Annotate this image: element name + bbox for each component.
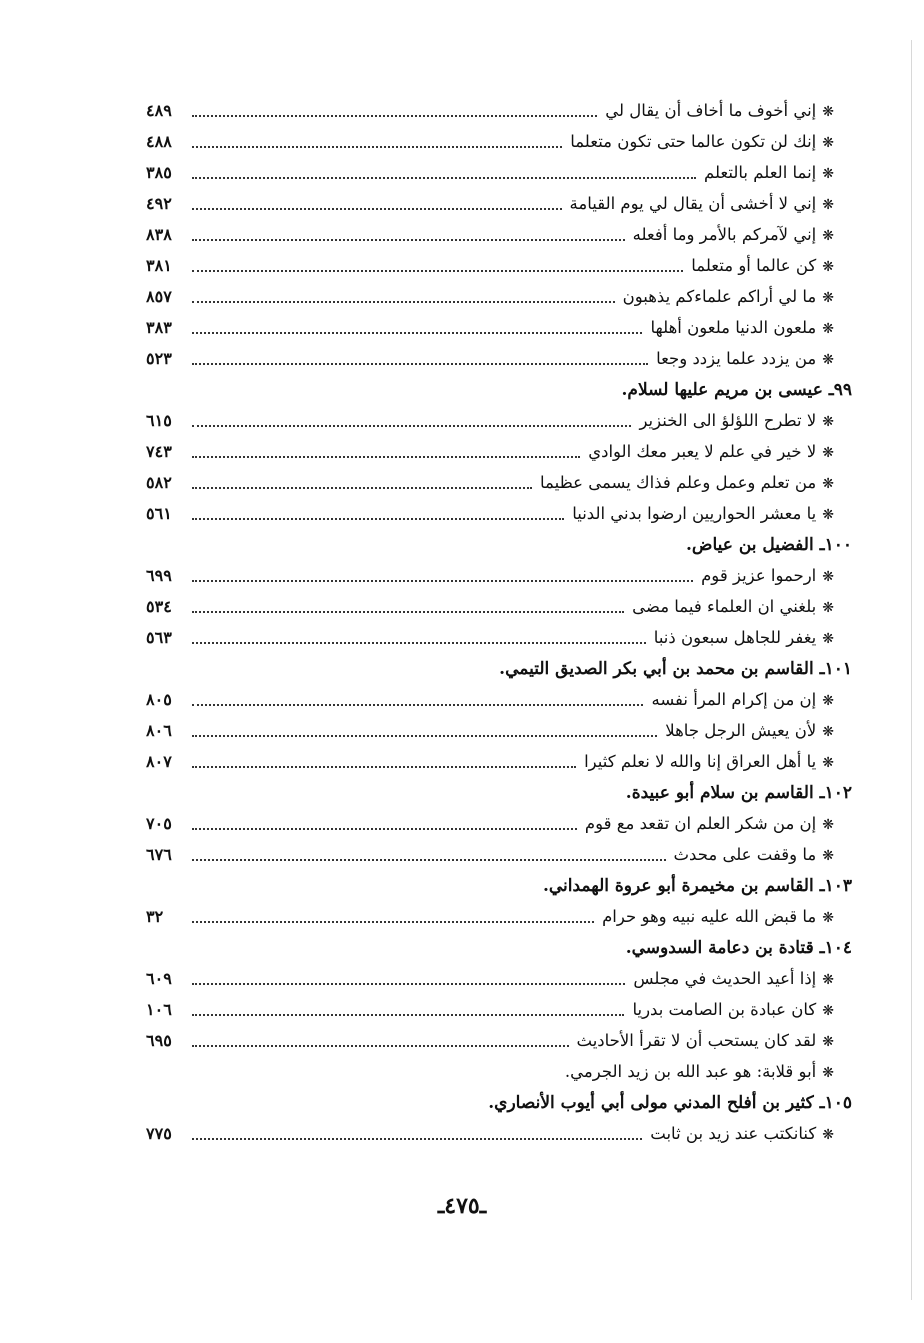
bullet-star-icon: ❋ xyxy=(822,972,834,988)
index-entry xyxy=(146,498,840,529)
index-entry xyxy=(146,250,840,281)
entry-text xyxy=(623,287,840,306)
entry-page-number: ٥٣٤ xyxy=(146,597,172,616)
index-entry xyxy=(146,1056,840,1087)
entry-page-number: ٣٢ xyxy=(146,907,164,926)
entry-label: كان عبادة بن الصامت بدريا xyxy=(632,1000,817,1019)
dot-leader xyxy=(192,268,683,272)
dot-leader xyxy=(192,237,625,241)
index-entry xyxy=(146,1118,840,1149)
section-heading-text: ١٠٢ـ القاسم بن سلام أبو عبيدة. xyxy=(625,782,852,803)
entry-text xyxy=(704,163,840,182)
entry-page-number: ٦٩٩ xyxy=(146,566,172,585)
bullet-star-icon: ❋ xyxy=(822,1003,834,1019)
entry-text xyxy=(588,442,840,461)
dot-leader xyxy=(192,485,532,489)
entry-page-number: ٤٨٨ xyxy=(146,132,172,151)
dot-leader xyxy=(192,206,562,210)
section-heading xyxy=(146,870,852,901)
bullet-star-icon: ❋ xyxy=(822,445,834,461)
entry-page-number: ٥٨٢ xyxy=(146,473,172,492)
dot-leader xyxy=(192,423,631,427)
index-entry xyxy=(146,188,840,219)
index-entry xyxy=(146,901,840,932)
entry-text xyxy=(654,628,840,647)
entry-text xyxy=(650,318,840,337)
bullet-star-icon: ❋ xyxy=(822,848,834,864)
entry-text xyxy=(633,969,840,988)
dot-leader xyxy=(192,640,646,644)
dot-leader xyxy=(192,578,693,582)
dot-leader xyxy=(192,857,666,861)
entry-label: إنك لن تكون عالما حتى تكون متعلما xyxy=(570,132,817,151)
entry-page-number: ٦٩٥ xyxy=(146,1031,172,1050)
entry-label: إن من إكرام المرأ نفسه xyxy=(651,690,817,709)
dot-leader xyxy=(192,113,597,117)
entry-label: إذا أعيد الحديث في مجلس xyxy=(633,969,817,988)
entry-label: إني لآمركم بالأمر وما أفعله xyxy=(632,225,817,244)
entry-text xyxy=(605,101,840,120)
index-entry xyxy=(146,343,840,374)
bullet-star-icon: ❋ xyxy=(822,290,834,306)
bullet-star-icon: ❋ xyxy=(822,259,834,275)
dot-leader xyxy=(192,516,564,520)
entry-page-number: ٧٠٥ xyxy=(146,814,172,833)
bullet-star-icon: ❋ xyxy=(822,228,834,244)
entry-page-number: ٧٤٣ xyxy=(146,442,172,461)
entry-text xyxy=(674,845,840,864)
index-entry xyxy=(146,312,840,343)
entry-label: من يزدد علما يزدد وجعا xyxy=(656,349,817,368)
entry-page-number: ٥٦١ xyxy=(146,504,172,523)
entry-text xyxy=(665,721,840,740)
bullet-star-icon: ❋ xyxy=(822,600,834,616)
section-heading-text: ٩٩ـ عيسى بن مريم عليها لسلام. xyxy=(621,379,852,400)
entry-page-number: ٨٥٧ xyxy=(146,287,172,306)
page-number-footer: ـ٤٧٥ـ xyxy=(437,1193,487,1219)
index-entry xyxy=(146,839,840,870)
entry-page-number: ٤٩٢ xyxy=(146,194,172,213)
entry-text xyxy=(650,1124,840,1143)
dot-leader xyxy=(192,1043,569,1047)
entry-label: ما وقفت على محدث xyxy=(673,845,817,864)
entry-text xyxy=(632,597,840,616)
entry-label: ملعون الدنيا ملعون أهلها xyxy=(650,318,817,337)
section-heading-text: ١٠١ـ القاسم بن محمد بن أبي بكر الصديق التيمي. xyxy=(499,658,852,679)
bullet-star-icon: ❋ xyxy=(822,817,834,833)
entry-page-number: ٨٣٨ xyxy=(146,225,172,244)
index-entry xyxy=(146,157,840,188)
entry-text xyxy=(691,256,840,275)
entry-label: ما لي أراكم علماءكم يذهبون xyxy=(622,287,817,306)
dot-leader xyxy=(192,702,643,706)
dot-leader xyxy=(192,175,696,179)
index-entry xyxy=(146,126,840,157)
bullet-star-icon: ❋ xyxy=(822,569,834,585)
entry-label: كن عالما أو متعلما xyxy=(691,256,817,275)
index-entry xyxy=(146,963,840,994)
entry-page-number: ٤٨٩ xyxy=(146,101,172,120)
dot-leader xyxy=(192,609,624,613)
index-entry xyxy=(146,467,840,498)
entry-label: كنانكتب عند زيد بن ثابت xyxy=(650,1124,817,1143)
section-heading xyxy=(146,374,852,405)
entry-text xyxy=(570,194,840,213)
index-entry xyxy=(146,715,840,746)
entry-text xyxy=(540,473,840,492)
bullet-star-icon: ❋ xyxy=(822,1065,834,1081)
entry-page-number: ٣٨٣ xyxy=(146,318,172,337)
bullet-star-icon: ❋ xyxy=(822,755,834,771)
entry-text xyxy=(602,907,840,926)
entry-page-number: ٨٠٥ xyxy=(146,690,172,709)
bullet-star-icon: ❋ xyxy=(822,321,834,337)
entry-text xyxy=(572,504,840,523)
entry-text xyxy=(577,1031,840,1050)
index-entry xyxy=(146,219,840,250)
dot-leader xyxy=(192,981,625,985)
entry-label: إني لا أخشى أن يقال لي يوم القيامة xyxy=(569,194,817,213)
index-list xyxy=(146,95,852,1149)
section-heading-text: ١٠٣ـ القاسم بن مخيمرة أبو عروة الهمداني. xyxy=(542,875,852,896)
bullet-star-icon: ❋ xyxy=(822,166,834,182)
dot-leader xyxy=(192,144,562,148)
entry-page-number: ٥٢٣ xyxy=(146,349,172,368)
entry-label: إني أخوف ما أخاف أن يقال لي xyxy=(605,101,817,120)
entry-page-number: ٣٨٥ xyxy=(146,163,172,182)
bullet-star-icon: ❋ xyxy=(822,197,834,213)
dot-leader xyxy=(192,1136,642,1140)
entry-text xyxy=(632,1000,840,1019)
dot-leader xyxy=(192,1012,624,1016)
index-entry xyxy=(146,436,840,467)
bullet-star-icon: ❋ xyxy=(822,693,834,709)
entry-label: بلغني ان العلماء فيما مضى xyxy=(632,597,817,616)
bullet-star-icon: ❋ xyxy=(822,104,834,120)
section-heading-text: ١٠٥ـ كثير بن أفلح المدني مولى أبي أيوب الأنصاري. xyxy=(488,1092,852,1113)
dot-leader xyxy=(192,764,576,768)
entry-label: لا خير في علم لا يعبر معك الوادي xyxy=(588,442,817,461)
dot-leader xyxy=(192,330,642,334)
entry-page-number: ١٠٦ xyxy=(146,1000,172,1019)
entry-page-number: ٨٠٧ xyxy=(146,752,172,771)
index-entry xyxy=(146,994,840,1025)
entry-label: ما قبض الله عليه نبيه وهو حرام xyxy=(602,907,817,926)
page-edge-line xyxy=(911,40,912,1300)
index-entry xyxy=(146,281,840,312)
entry-label: لا تطرح اللؤلؤ الى الخنزير xyxy=(639,411,817,430)
entry-page-number: ٦٧٦ xyxy=(146,845,172,864)
entry-label: يغفر للجاهل سبعون ذنبا xyxy=(653,628,817,647)
index-entry xyxy=(146,808,840,839)
entry-label: لأن يعيش الرجل جاهلا xyxy=(665,721,817,740)
dot-leader xyxy=(192,454,580,458)
entry-label: من تعلم وعمل وعلم فذاك يسمى عظيما xyxy=(540,473,817,492)
index-entry xyxy=(146,95,840,126)
entry-text xyxy=(565,1062,840,1081)
entry-label: يا معشر الحواريين ارضوا بدني الدنيا xyxy=(572,504,817,523)
dot-leader xyxy=(192,1075,557,1077)
bullet-star-icon: ❋ xyxy=(822,1127,834,1143)
index-entry xyxy=(146,591,840,622)
bullet-star-icon: ❋ xyxy=(822,352,834,368)
dot-leader xyxy=(192,733,657,737)
index-entry xyxy=(146,560,840,591)
entry-page-number: ٦٠٩ xyxy=(146,969,172,988)
entry-label: إن من شكر العلم ان تقعد مع قوم xyxy=(584,814,817,833)
entry-text xyxy=(570,132,840,151)
index-entry xyxy=(146,746,840,777)
bullet-star-icon: ❋ xyxy=(822,910,834,926)
dot-leader xyxy=(192,919,594,923)
section-heading xyxy=(146,932,852,963)
entry-page-number: ٥٦٣ xyxy=(146,628,172,647)
bullet-star-icon: ❋ xyxy=(822,507,834,523)
entry-page-number: ٣٨١ xyxy=(146,256,172,275)
entry-text xyxy=(651,690,840,709)
entry-text xyxy=(656,349,840,368)
section-heading xyxy=(146,777,852,808)
section-heading-text: ١٠٤ـ قتادة بن دعامة السدوسي. xyxy=(625,937,852,958)
entry-text xyxy=(639,411,840,430)
entry-page-number: ٧٧٥ xyxy=(146,1124,172,1143)
entry-text xyxy=(585,814,840,833)
section-heading-text: ١٠٠ـ الفضيل بن عياض. xyxy=(686,534,852,555)
bullet-star-icon: ❋ xyxy=(822,631,834,647)
dot-leader xyxy=(192,299,615,303)
bullet-star-icon: ❋ xyxy=(822,414,834,430)
bullet-star-icon: ❋ xyxy=(822,135,834,151)
entry-text xyxy=(701,566,840,585)
entry-text xyxy=(633,225,840,244)
entry-label: إنما العلم بالتعلم xyxy=(703,163,817,182)
index-entry xyxy=(146,684,840,715)
entry-label: لقد كان يستحب أن لا تقرأ الأحاديث xyxy=(576,1031,817,1050)
entry-label: يا أهل العراق إنا والله لا نعلم كثيرا xyxy=(584,752,817,771)
bullet-star-icon: ❋ xyxy=(822,1034,834,1050)
index-entry xyxy=(146,405,840,436)
entry-label: أبو قلابة: هو عبد الله بن زيد الجرمي. xyxy=(564,1062,817,1081)
section-heading xyxy=(146,1087,852,1118)
index-entry xyxy=(146,1025,840,1056)
dot-leader xyxy=(192,361,648,365)
section-heading xyxy=(146,653,852,684)
bullet-star-icon: ❋ xyxy=(822,476,834,492)
entry-label: ارحموا عزيز قوم xyxy=(701,566,817,585)
entry-page-number: ٨٠٦ xyxy=(146,721,172,740)
dot-leader xyxy=(192,826,577,830)
section-heading xyxy=(146,529,852,560)
entry-page-number: ٦١٥ xyxy=(146,411,172,430)
index-entry xyxy=(146,622,840,653)
entry-text xyxy=(584,752,840,771)
bullet-star-icon: ❋ xyxy=(822,724,834,740)
